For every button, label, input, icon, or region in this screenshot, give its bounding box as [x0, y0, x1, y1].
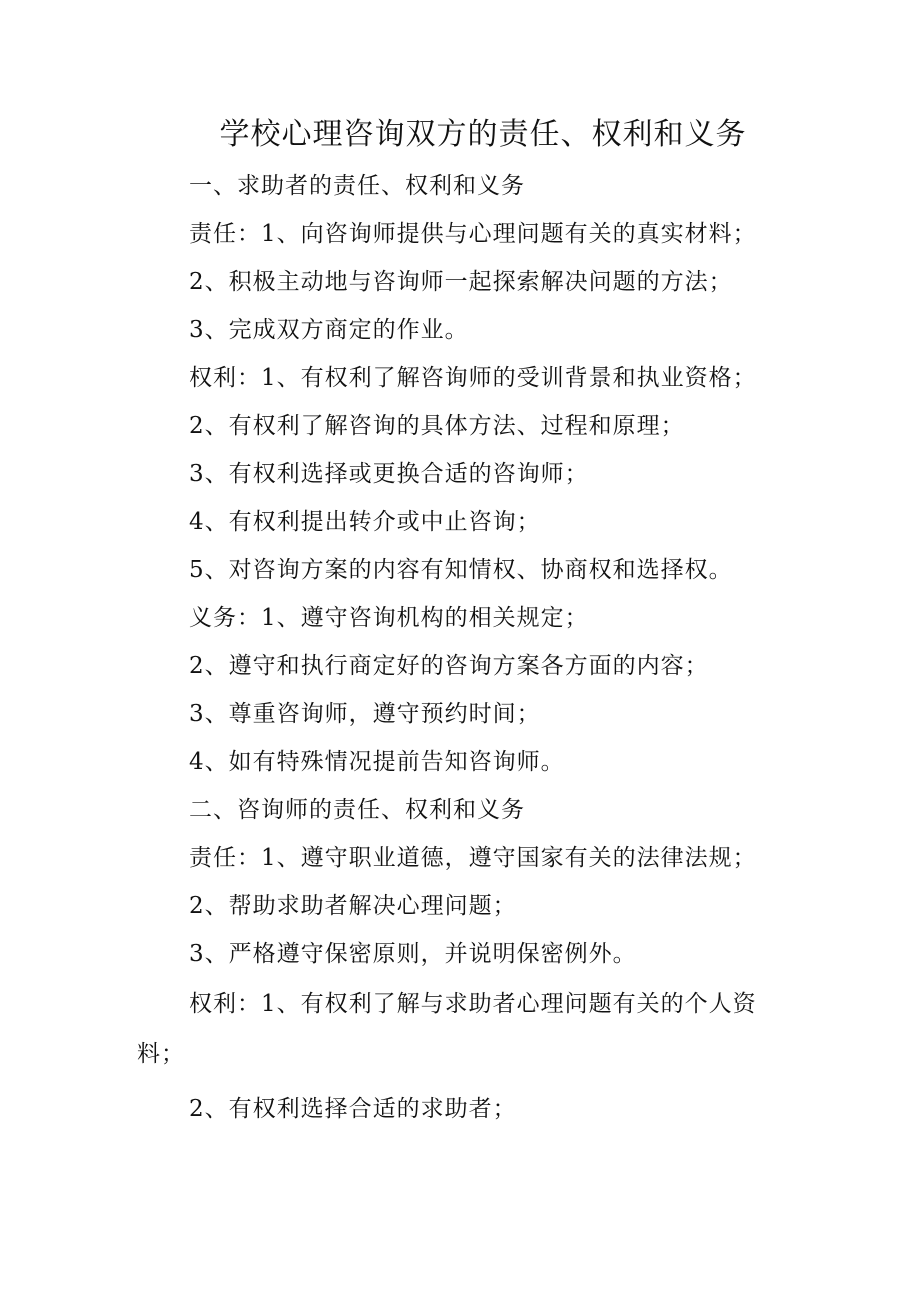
document-title: 学校心理咨询双方的责任、权利和义务 — [219, 117, 747, 152]
paragraph-line: 2、帮助求助者解决心理问题； — [189, 893, 517, 919]
paragraph-line: 权利：1、有权利了解咨询师的受训背景和执业资格； — [189, 365, 757, 391]
paragraph-line-continuation: 料； — [137, 1041, 185, 1067]
section-heading-counselor: 二、咨询师的责任、权利和义务 — [189, 797, 525, 823]
paragraph-line: 权利：1、有权利了解与求助者心理问题有关的个人资 — [189, 991, 757, 1017]
paragraph-line: 义务：1、遵守咨询机构的相关规定； — [189, 605, 589, 631]
section-heading-client: 一、求助者的责任、权利和义务 — [189, 173, 525, 199]
paragraph-line: 2、有权利选择合适的求助者； — [189, 1096, 517, 1122]
paragraph-line: 责任：1、向咨询师提供与心理问题有关的真实材料； — [189, 221, 757, 247]
paragraph-line: 4、有权利提出转介或中止咨询； — [189, 509, 541, 535]
paragraph-line: 2、遵守和执行商定好的咨询方案各方面的内容； — [189, 653, 709, 679]
paragraph-line: 3、完成双方商定的作业。 — [189, 317, 469, 343]
paragraph-line: 4、如有特殊情况提前告知咨询师。 — [189, 749, 565, 775]
paragraph-line: 3、严格遵守保密原则，并说明保密例外。 — [189, 941, 637, 967]
paragraph-line: 3、尊重咨询师，遵守预约时间； — [189, 701, 541, 727]
paragraph-line: 5、对咨询方案的内容有知情权、协商权和选择权。 — [189, 557, 733, 583]
paragraph-line: 责任：1、遵守职业道德，遵守国家有关的法律法规； — [189, 845, 757, 871]
paragraph-line: 2、有权利了解咨询的具体方法、过程和原理； — [189, 413, 685, 439]
paragraph-line: 3、有权利选择或更换合适的咨询师； — [189, 461, 589, 487]
paragraph-line: 2、积极主动地与咨询师一起探索解决问题的方法； — [189, 269, 733, 295]
